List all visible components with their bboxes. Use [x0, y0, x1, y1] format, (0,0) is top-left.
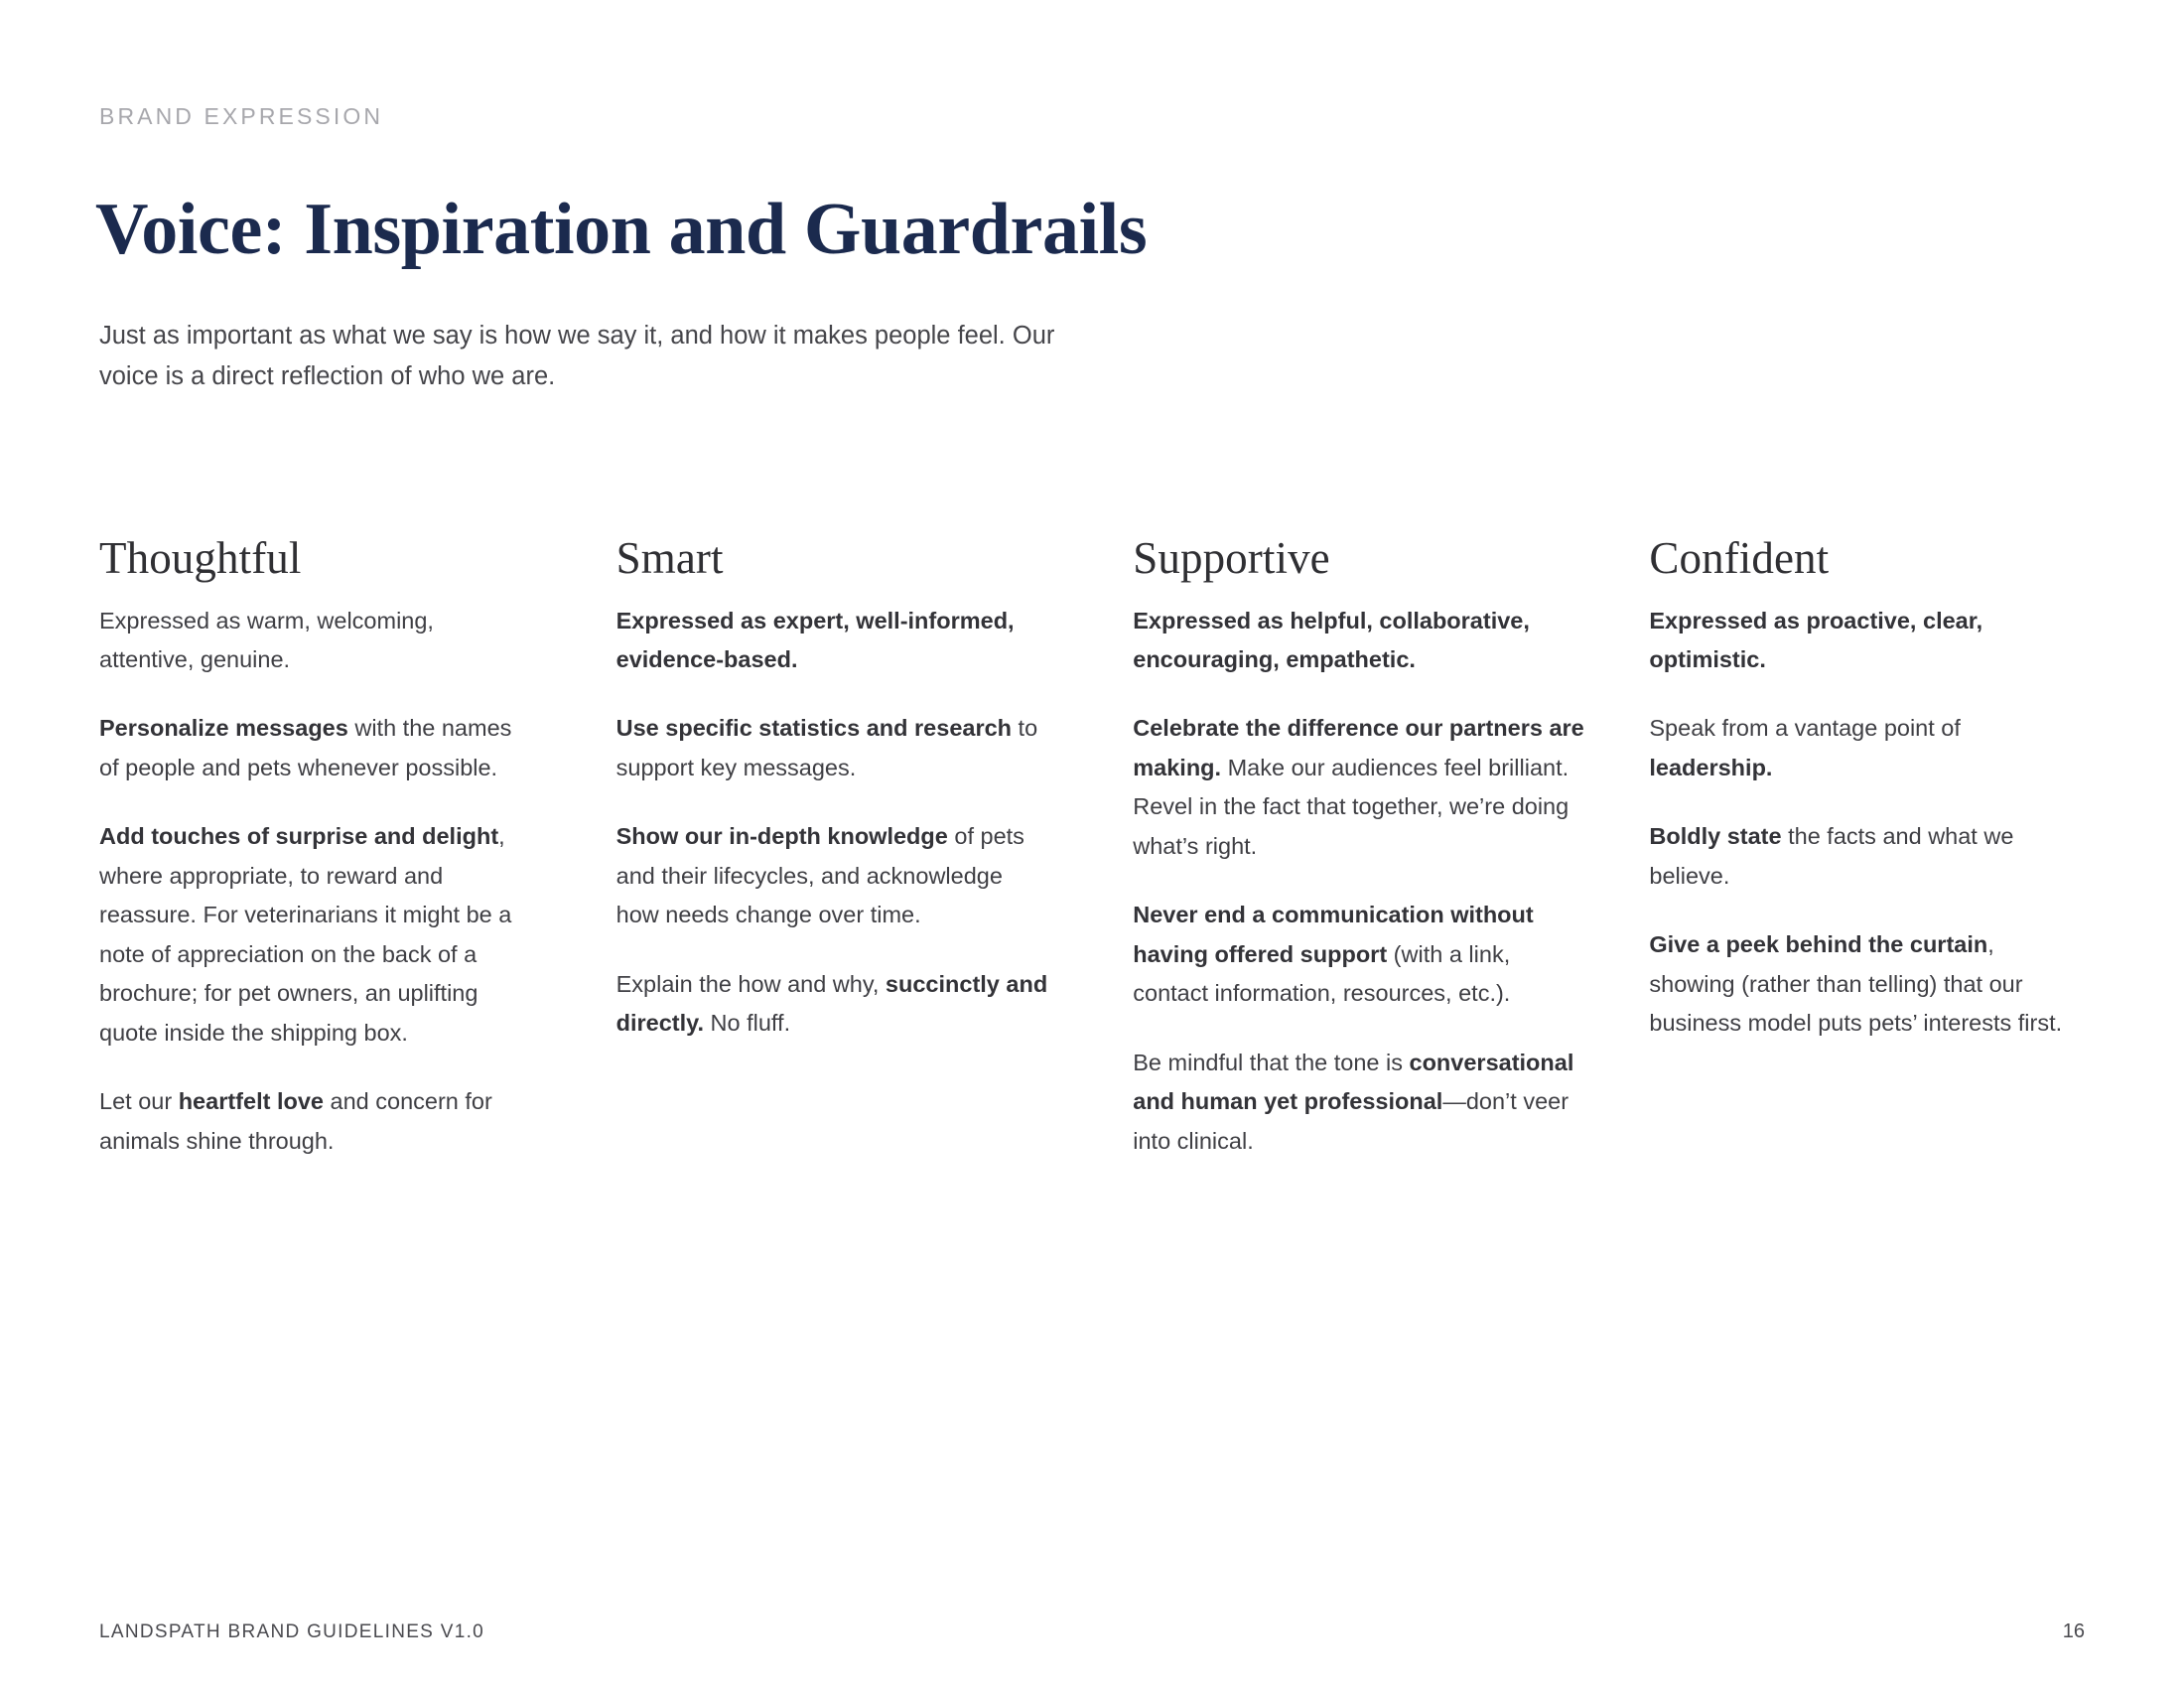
voice-column-supportive: [1133, 534, 1587, 1161]
column-lead-paragraph: [616, 602, 1052, 680]
emphasis-text: Expressed as helpful, collaborative, encouraging, empathetic.: [1133, 607, 1530, 672]
column-body: [1133, 602, 1587, 1162]
column-body: [1649, 602, 2085, 1044]
body-text: the facts and what we believe.: [1649, 823, 2014, 889]
page-title: Voice: Inspiration and Guardrails: [95, 188, 1148, 270]
emphasis-text: leadership.: [1649, 754, 1773, 780]
column-title: Smart: [615, 533, 724, 583]
eyebrow-label: BRAND EXPRESSION: [99, 103, 384, 129]
body-text: with the names of people and pets whenever possible.: [99, 715, 512, 780]
intro-paragraph: Just as important as what we say is how we say it, and how it makes people feel. Our voice is a direct reflection of who we are.: [99, 321, 1055, 390]
emphasis-text: Use specific statistics and research: [615, 715, 1013, 742]
body-text: (with a link, contact information, resources, etc.).: [1133, 940, 1511, 1007]
column-title: Thoughtful: [99, 533, 302, 583]
body-text: to support key messages.: [615, 715, 1038, 780]
voice-attribute-columns: [99, 534, 2085, 1161]
body-text: Be mindful that the tone is: [1133, 1049, 1410, 1075]
body-text: —don’t veer into clinical.: [1133, 1088, 1570, 1154]
body-text: Make our audiences feel brilliant. Revel in the fact that together, we’re doing what’s right.: [1133, 754, 1570, 859]
column-title: Supportive: [1133, 533, 1330, 583]
emphasis-text: Expressed as expert, well-informed, evidence-based.: [615, 607, 1015, 672]
column-body: [616, 602, 1052, 1044]
emphasis-text: Add touches of surprise and delight: [99, 823, 499, 850]
emphasis-text: conversational and human yet professional: [1133, 1049, 1574, 1115]
column-paragraph: [1133, 1044, 1587, 1161]
body-text: and concern for animals shine through.: [99, 1088, 492, 1154]
body-text: No fluff.: [704, 1010, 791, 1037]
column-paragraph: [616, 709, 1052, 787]
emphasis-text: Show our in-depth knowledge: [615, 823, 948, 850]
column-paragraph: [1133, 896, 1587, 1013]
footer-brand-label: LANDSPATH BRAND GUIDELINES V1.0: [99, 1621, 485, 1642]
emphasis-text: Give a peek behind the curtain: [1649, 931, 1988, 958]
voice-column-thoughtful: [99, 534, 535, 1161]
column-body: [99, 602, 535, 1162]
column-lead-paragraph: [1133, 602, 1587, 680]
column-paragraph: [1649, 709, 2085, 787]
emphasis-text: heartfelt love: [178, 1088, 324, 1115]
emphasis-text: Expressed as proactive, clear, optimistic.: [1649, 607, 1983, 672]
body-text: of pets and their lifecycles, and acknowledge how needs change over time.: [615, 823, 1024, 928]
column-paragraph: [616, 965, 1052, 1044]
voice-column-confident: [1649, 534, 2085, 1161]
column-paragraph: [1649, 925, 2085, 1043]
column-lead-paragraph: [1649, 602, 2085, 680]
body-text: Explain the how and why,: [615, 970, 886, 997]
column-paragraph: [1133, 709, 1587, 866]
voice-column-smart: [616, 534, 1052, 1161]
body-text: Speak from a vantage point of: [1649, 715, 1961, 742]
column-paragraph: [99, 817, 535, 1053]
body-text: , showing (rather than telling) that our business model puts pets’ interests first.: [1649, 931, 2063, 1037]
column-title: Confident: [1649, 533, 1830, 583]
emphasis-text: Celebrate the difference our partners are making.: [1133, 715, 1584, 780]
column-paragraph: [1649, 817, 2085, 896]
column-lead-paragraph: [99, 602, 535, 680]
body-text: Expressed as warm, welcoming, attentive, genuine.: [99, 607, 434, 672]
footer-page-number: 16: [2062, 1620, 2085, 1642]
emphasis-text: Never end a communication without having offered support: [1133, 902, 1534, 967]
column-paragraph: [99, 709, 535, 787]
emphasis-text: Personalize messages: [99, 715, 348, 742]
column-paragraph: [99, 1082, 535, 1161]
emphasis-text: Boldly state: [1649, 823, 1782, 850]
emphasis-text: succinctly and directly.: [615, 970, 1048, 1037]
body-text: Let our: [99, 1088, 179, 1115]
column-paragraph: [616, 817, 1052, 934]
body-text: , where appropriate, to reward and reassure. For veterinarians it might be a note of appreciation on the back of a brochure; for pet owners, an uplifting quote inside the shipping box.: [99, 823, 512, 1046]
